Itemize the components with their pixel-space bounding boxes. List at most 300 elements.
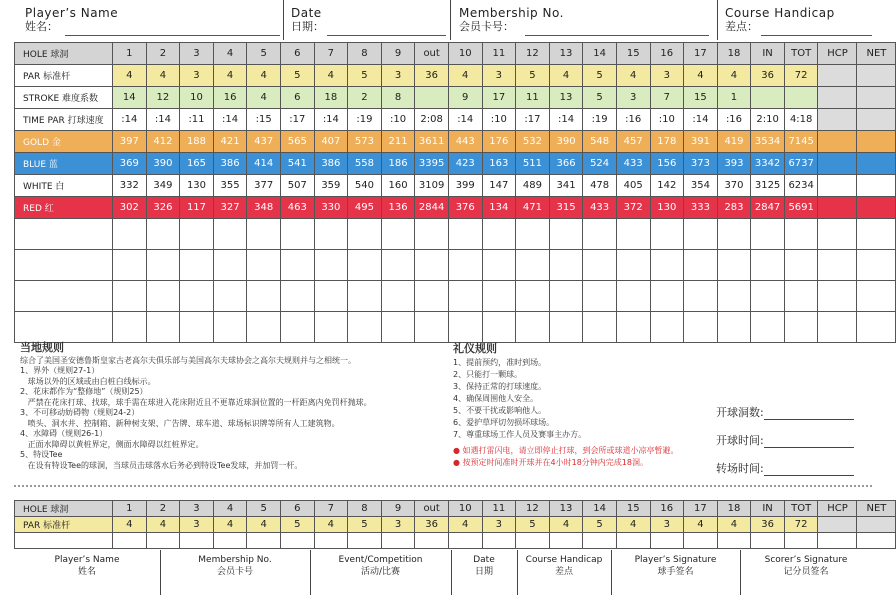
time-par-row-label: TIME PAR 打球速度: [15, 109, 113, 131]
stub-par-cell: 5: [348, 517, 382, 533]
player-score-cell[interactable]: [213, 281, 247, 312]
footer-field-label: Membership No.: [198, 555, 272, 565]
stub-par-cell: 4: [616, 517, 650, 533]
player-score-label-cell[interactable]: [15, 250, 113, 281]
par-row: [15, 65, 896, 87]
footer-field[interactable]: [14, 554, 160, 578]
hole-number: 15: [616, 501, 650, 517]
footer-field-label-zh: 活动/比赛: [360, 567, 401, 577]
player-score-cell[interactable]: [857, 281, 896, 312]
footer-field[interactable]: [451, 554, 517, 578]
player-score-cell[interactable]: [381, 219, 415, 250]
gold-tee-row-label: GOLD 金: [15, 131, 113, 153]
tee-off-time-field[interactable]: [716, 432, 854, 448]
score-cell: 457: [616, 131, 650, 153]
player-score-row[interactable]: [15, 219, 896, 250]
player-score-cell[interactable]: [516, 281, 550, 312]
score-cell: 405: [616, 175, 650, 197]
player-score-cell[interactable]: [857, 250, 896, 281]
player-score-cell[interactable]: [482, 219, 516, 250]
player-score-label-cell[interactable]: [15, 281, 113, 312]
etiquette-rules: [453, 343, 703, 469]
player-score-cell[interactable]: [448, 312, 482, 343]
hole-number: 16: [650, 43, 684, 65]
score-cell: 1: [717, 87, 751, 109]
player-score-cell[interactable]: [146, 219, 180, 250]
membership-label: Membership No.: [459, 6, 564, 20]
player-score-cell[interactable]: [751, 281, 785, 312]
local-rule-line: 2、花床都作为“整修地”（规则25）: [20, 387, 148, 396]
footer-field-label-zh: 日期: [474, 567, 493, 577]
hole-number: NET: [857, 43, 896, 65]
player-score-cell[interactable]: [213, 312, 247, 343]
score-cell: 437: [247, 131, 281, 153]
player-score-cell[interactable]: [448, 250, 482, 281]
stub-score-cell[interactable]: [314, 533, 348, 549]
player-score-cell[interactable]: [247, 250, 281, 281]
stub-par-cell: 4: [549, 517, 583, 533]
score-cell: 327: [213, 197, 247, 219]
player-score-cell[interactable]: [583, 219, 617, 250]
footer-field-label-zh: 姓名: [77, 567, 96, 577]
player-score-cell[interactable]: [784, 281, 818, 312]
hole-number: IN: [751, 501, 785, 517]
score-cell: 315: [549, 197, 583, 219]
etiquette-line: 4、确保周围他人安全。: [453, 394, 539, 403]
score-cell: 495: [348, 197, 382, 219]
white-tee-row-label: WHITE 白: [15, 175, 113, 197]
stub-par-cell: 5: [583, 517, 617, 533]
stub-score-cell[interactable]: [549, 533, 583, 549]
score-cell: 211: [381, 131, 415, 153]
score-cell: 14: [113, 87, 147, 109]
player-score-cell[interactable]: [751, 250, 785, 281]
local-rule-line: 1、界外（规则27-1）: [20, 366, 100, 375]
etiquette-title: 礼仪规则: [453, 342, 497, 355]
stub-score-cell[interactable]: [448, 533, 482, 549]
score-cell: 3534: [751, 131, 785, 153]
stub-par-cell: 4: [146, 517, 180, 533]
player-score-cell[interactable]: [516, 219, 550, 250]
hole-number: 6: [280, 501, 314, 517]
score-cell: 160: [381, 175, 415, 197]
player-score-cell[interactable]: [348, 312, 382, 343]
score-cell: 433: [583, 197, 617, 219]
player-score-cell[interactable]: [482, 281, 516, 312]
player-score-cell[interactable]: [146, 250, 180, 281]
score-cell: 2844: [415, 197, 449, 219]
local-rules: [20, 343, 440, 471]
stub-score-cell[interactable]: [113, 533, 147, 549]
player-score-cell[interactable]: [784, 219, 818, 250]
score-cell: 3611: [415, 131, 449, 153]
stub-score-label-cell[interactable]: [15, 533, 113, 549]
score-cell: 548: [583, 131, 617, 153]
tee-off-time-label: 开球时间:: [716, 434, 764, 447]
player-score-row[interactable]: [15, 250, 896, 281]
membership-field[interactable]: [459, 6, 709, 34]
player-score-cell[interactable]: [448, 281, 482, 312]
player-score-cell[interactable]: [616, 312, 650, 343]
date-field[interactable]: [291, 6, 446, 34]
score-cell: 134: [482, 197, 516, 219]
score-cell: 178: [650, 131, 684, 153]
score-cell: 3109: [415, 175, 449, 197]
score-cell: 2847: [751, 197, 785, 219]
score-cell: :14: [213, 109, 247, 131]
score-cell: 7145: [784, 131, 818, 153]
player-score-cell[interactable]: [857, 219, 896, 250]
hole-number: 8: [348, 501, 382, 517]
player-score-cell[interactable]: [684, 312, 718, 343]
local-rule-line: 3、不可移动妨碍物（规则24-2）: [20, 408, 140, 417]
stub-score-cell[interactable]: [516, 533, 550, 549]
score-cell: [818, 175, 857, 197]
player-score-cell[interactable]: [213, 250, 247, 281]
score-cell: 423: [448, 153, 482, 175]
turn-time-label: 转场时间:: [716, 462, 764, 475]
score-cell: :16: [717, 109, 751, 131]
score-cell: 3: [482, 65, 516, 87]
stub-par-cell: 5: [280, 517, 314, 533]
score-cell: 2:08: [415, 109, 449, 131]
white-tee-row: [15, 175, 896, 197]
score-cell: 359: [314, 175, 348, 197]
score-cell: 4: [113, 65, 147, 87]
footer-field-label-zh: 球手签名: [657, 567, 694, 577]
score-cell: 10: [180, 87, 214, 109]
hole-number: 11: [482, 501, 516, 517]
score-cell: 18: [314, 87, 348, 109]
etiquette-line: 2、只能打一颗球。: [453, 370, 523, 379]
score-cell: 165: [180, 153, 214, 175]
player-score-cell[interactable]: [348, 219, 382, 250]
player-score-cell[interactable]: [113, 219, 147, 250]
player-score-cell[interactable]: [113, 312, 147, 343]
stub-par-cell: 4: [314, 517, 348, 533]
stub-score-cell[interactable]: [616, 533, 650, 549]
player-name-label: Player’s Name: [25, 6, 119, 20]
score-cell: 4: [314, 65, 348, 87]
score-cell: 565: [280, 131, 314, 153]
player-score-cell[interactable]: [549, 281, 583, 312]
player-score-cell[interactable]: [280, 312, 314, 343]
footer-field-label-zh: 记分员签名: [783, 567, 829, 577]
player-score-cell[interactable]: [381, 281, 415, 312]
hole-number: 7: [314, 501, 348, 517]
hole-number: 7: [314, 43, 348, 65]
score-cell: 156: [650, 153, 684, 175]
stub-score-cell[interactable]: [784, 533, 818, 549]
player-score-cell[interactable]: [784, 250, 818, 281]
player-score-cell[interactable]: [751, 219, 785, 250]
player-score-cell[interactable]: [583, 281, 617, 312]
player-score-cell[interactable]: [717, 312, 751, 343]
score-cell: 478: [583, 175, 617, 197]
score-cell: 3: [180, 65, 214, 87]
player-score-cell[interactable]: [415, 281, 449, 312]
score-cell: 377: [247, 175, 281, 197]
turn-time-field[interactable]: [716, 460, 854, 476]
score-cell: [857, 87, 896, 109]
player-score-cell[interactable]: [146, 312, 180, 343]
score-cell: [818, 87, 857, 109]
hole-number: HCP: [818, 43, 857, 65]
footer-field[interactable]: [517, 554, 611, 578]
player-score-cell[interactable]: [717, 250, 751, 281]
player-score-cell[interactable]: [280, 281, 314, 312]
footer-field[interactable]: [740, 554, 872, 578]
score-cell: 511: [516, 153, 550, 175]
membership-label-zh: 会员卡号：: [459, 20, 514, 33]
player-score-row[interactable]: [15, 281, 896, 312]
local-rule-line: 在设有特设Tee的球洞，当球员击球落水后务必到特设Tee发球，并加罚一杆。: [20, 460, 303, 470]
player-score-label-cell[interactable]: [15, 312, 113, 343]
footer-field-label: Player’s Signature: [634, 555, 717, 565]
player-score-cell[interactable]: [818, 250, 857, 281]
player-score-cell[interactable]: [717, 219, 751, 250]
hole-number: out: [415, 501, 449, 517]
player-score-cell[interactable]: [415, 250, 449, 281]
blue-tee-row: [15, 153, 896, 175]
score-cell: 12: [146, 87, 180, 109]
stub-score-cell[interactable]: [415, 533, 449, 549]
score-cell: 2:10: [751, 109, 785, 131]
score-cell: 349: [146, 175, 180, 197]
stub-score-cell[interactable]: [247, 533, 281, 549]
player-score-cell[interactable]: [314, 250, 348, 281]
player-score-cell[interactable]: [381, 312, 415, 343]
score-cell: [857, 153, 896, 175]
score-cell: :14: [146, 109, 180, 131]
score-cell: [857, 109, 896, 131]
player-score-cell[interactable]: [549, 312, 583, 343]
player-score-cell[interactable]: [213, 219, 247, 250]
score-cell: 4: [549, 65, 583, 87]
player-score-cell[interactable]: [247, 281, 281, 312]
score-cell: [857, 65, 896, 87]
score-cell: 369: [113, 153, 147, 175]
score-cell: 4: [684, 65, 718, 87]
hole-number: 4: [213, 43, 247, 65]
hole-number: 4: [213, 501, 247, 517]
score-cell: 386: [314, 153, 348, 175]
score-cell: :10: [650, 109, 684, 131]
score-cell: [818, 197, 857, 219]
hole-number: 1: [113, 501, 147, 517]
score-cell: [415, 87, 449, 109]
hole-number: 3: [180, 43, 214, 65]
score-cell: 4: [213, 65, 247, 87]
score-cell: :19: [348, 109, 382, 131]
score-cell: :14: [549, 109, 583, 131]
score-cell: 11: [516, 87, 550, 109]
local-rule-line: 喷头、洞水井、控制箱、新种树支架、广告牌、球车道、球场标识牌等所有人工建筑物。: [20, 418, 340, 428]
stub-score-cell[interactable]: [717, 533, 751, 549]
player-score-cell[interactable]: [113, 281, 147, 312]
hole-number: 12: [516, 43, 550, 65]
stroke-row: [15, 87, 896, 109]
stub-par-cell: 36: [751, 517, 785, 533]
player-score-cell[interactable]: [549, 250, 583, 281]
footer-field[interactable]: [310, 554, 451, 578]
stub-par-cell: 4: [213, 517, 247, 533]
stub-par-cell: 3: [482, 517, 516, 533]
score-cell: 72: [784, 65, 818, 87]
player-score-cell[interactable]: [348, 281, 382, 312]
player-score-cell[interactable]: [616, 281, 650, 312]
footer-field-label: Date: [473, 555, 495, 565]
score-cell: 4: [616, 65, 650, 87]
stub-score-cell[interactable]: [583, 533, 617, 549]
footer-field-label-zh: 会员卡号: [216, 567, 253, 577]
score-cell: :10: [381, 109, 415, 131]
hole-number: 11: [482, 43, 516, 65]
player-score-cell[interactable]: [381, 250, 415, 281]
etiquette-line: 3、保持正常的打球速度。: [453, 382, 547, 391]
stub-par-cell: [857, 517, 896, 533]
stub-score-cell[interactable]: [348, 533, 382, 549]
player-score-cell[interactable]: [348, 250, 382, 281]
player-score-cell[interactable]: [516, 312, 550, 343]
player-score-cell[interactable]: [247, 312, 281, 343]
score-cell: 4:18: [784, 109, 818, 131]
player-score-cell[interactable]: [516, 250, 550, 281]
hole-number: 3: [180, 501, 214, 517]
stub-score-cell[interactable]: [180, 533, 214, 549]
player-score-cell[interactable]: [650, 219, 684, 250]
score-cell: 5: [516, 65, 550, 87]
stub-par-cell: [818, 517, 857, 533]
course-handicap-field[interactable]: [725, 6, 872, 34]
footer-field[interactable]: [611, 554, 740, 578]
stub-score-cell[interactable]: [146, 533, 180, 549]
score-cell: 4: [146, 65, 180, 87]
player-score-cell[interactable]: [247, 219, 281, 250]
score-cell: 5: [583, 87, 617, 109]
player-score-row[interactable]: [15, 312, 896, 343]
stub-par-cell: 4: [717, 517, 751, 533]
player-score-cell[interactable]: [583, 312, 617, 343]
player-score-cell[interactable]: [684, 250, 718, 281]
score-cell: 341: [549, 175, 583, 197]
hole-number: 16: [650, 501, 684, 517]
local-rule-line: 5、特设Tee: [20, 450, 63, 459]
score-cell: 163: [482, 153, 516, 175]
tee-off-hole-field[interactable]: [716, 404, 854, 420]
score-cell: :14: [314, 109, 348, 131]
local-rule-line: 严禁在花床打球、找球，球手需在球进入花床附近且不更靠近球洞位置的一杆距离内免罚杆抛球。: [20, 397, 372, 407]
player-score-cell[interactable]: [180, 281, 214, 312]
stub-par-cell: 4: [684, 517, 718, 533]
hole-number: 18: [717, 43, 751, 65]
red-tee-row: [15, 197, 896, 219]
stroke-row-label: STROKE 难度系数: [15, 87, 113, 109]
player-score-cell[interactable]: [180, 250, 214, 281]
player-score-cell[interactable]: [146, 281, 180, 312]
player-name-field[interactable]: [25, 6, 280, 34]
local-rule-line: 综合了美国圣安德鲁斯皇家古老高尔夫俱乐部与美国高尔夫球协会之高尔夫规则并与之相统一。: [20, 355, 356, 365]
player-score-cell[interactable]: [717, 281, 751, 312]
player-score-cell[interactable]: [415, 219, 449, 250]
stub-par-cell: 3: [180, 517, 214, 533]
stub-score-cell[interactable]: [381, 533, 415, 549]
player-score-cell[interactable]: [482, 312, 516, 343]
player-score-cell[interactable]: [314, 281, 348, 312]
player-score-cell[interactable]: [314, 312, 348, 343]
player-score-cell[interactable]: [857, 312, 896, 343]
stub-score-cell[interactable]: [280, 533, 314, 549]
player-score-cell[interactable]: [818, 219, 857, 250]
stub-score-cell[interactable]: [213, 533, 247, 549]
player-score-cell[interactable]: [113, 250, 147, 281]
player-score-cell[interactable]: [650, 312, 684, 343]
hole-number: 2: [146, 501, 180, 517]
score-cell: [857, 197, 896, 219]
player-score-cell[interactable]: [549, 219, 583, 250]
player-score-cell[interactable]: [180, 219, 214, 250]
player-score-cell[interactable]: [482, 250, 516, 281]
player-score-cell[interactable]: [448, 219, 482, 250]
score-cell: 5: [583, 65, 617, 87]
player-score-cell[interactable]: [818, 281, 857, 312]
hole-row-label: HOLE 球洞: [15, 43, 113, 65]
hole-number: HCP: [818, 501, 857, 517]
score-cell: 348: [247, 197, 281, 219]
score-cell: 188: [180, 131, 214, 153]
stub-score-cell[interactable]: [857, 533, 896, 549]
score-cell: 390: [146, 153, 180, 175]
stub-score-cell[interactable]: [751, 533, 785, 549]
stub-score-cell[interactable]: [818, 533, 857, 549]
player-score-label-cell[interactable]: [15, 219, 113, 250]
player-score-cell[interactable]: [616, 219, 650, 250]
player-score-cell[interactable]: [280, 250, 314, 281]
hole-number: 5: [247, 501, 281, 517]
stub-par-cell: 3: [650, 517, 684, 533]
player-score-cell[interactable]: [684, 281, 718, 312]
etiquette-note: ● 如遇打雷闪电，请立即停止打球，到会所或球道小凉亭暂避。: [453, 446, 679, 455]
score-cell: :15: [247, 109, 281, 131]
player-score-cell[interactable]: [650, 281, 684, 312]
score-cell: 330: [314, 197, 348, 219]
player-score-cell[interactable]: [784, 312, 818, 343]
footer-field[interactable]: [160, 554, 310, 578]
hole-number: 13: [549, 501, 583, 517]
player-score-cell[interactable]: [314, 219, 348, 250]
player-score-cell[interactable]: [583, 250, 617, 281]
stub-score-cell[interactable]: [684, 533, 718, 549]
hole-number: 13: [549, 43, 583, 65]
player-score-cell[interactable]: [616, 250, 650, 281]
player-score-cell[interactable]: [280, 219, 314, 250]
player-score-cell[interactable]: [818, 312, 857, 343]
score-cell: 433: [616, 153, 650, 175]
stub-score-row[interactable]: [15, 533, 896, 549]
stub-score-cell[interactable]: [482, 533, 516, 549]
player-score-cell[interactable]: [751, 312, 785, 343]
stub-score-cell[interactable]: [650, 533, 684, 549]
stub-par-cell: 4: [448, 517, 482, 533]
score-cell: 540: [348, 175, 382, 197]
player-score-cell[interactable]: [180, 312, 214, 343]
score-cell: 332: [113, 175, 147, 197]
score-cell: [857, 131, 896, 153]
player-score-cell[interactable]: [650, 250, 684, 281]
player-score-cell[interactable]: [415, 312, 449, 343]
hole-number: 17: [684, 501, 718, 517]
player-score-cell[interactable]: [684, 219, 718, 250]
